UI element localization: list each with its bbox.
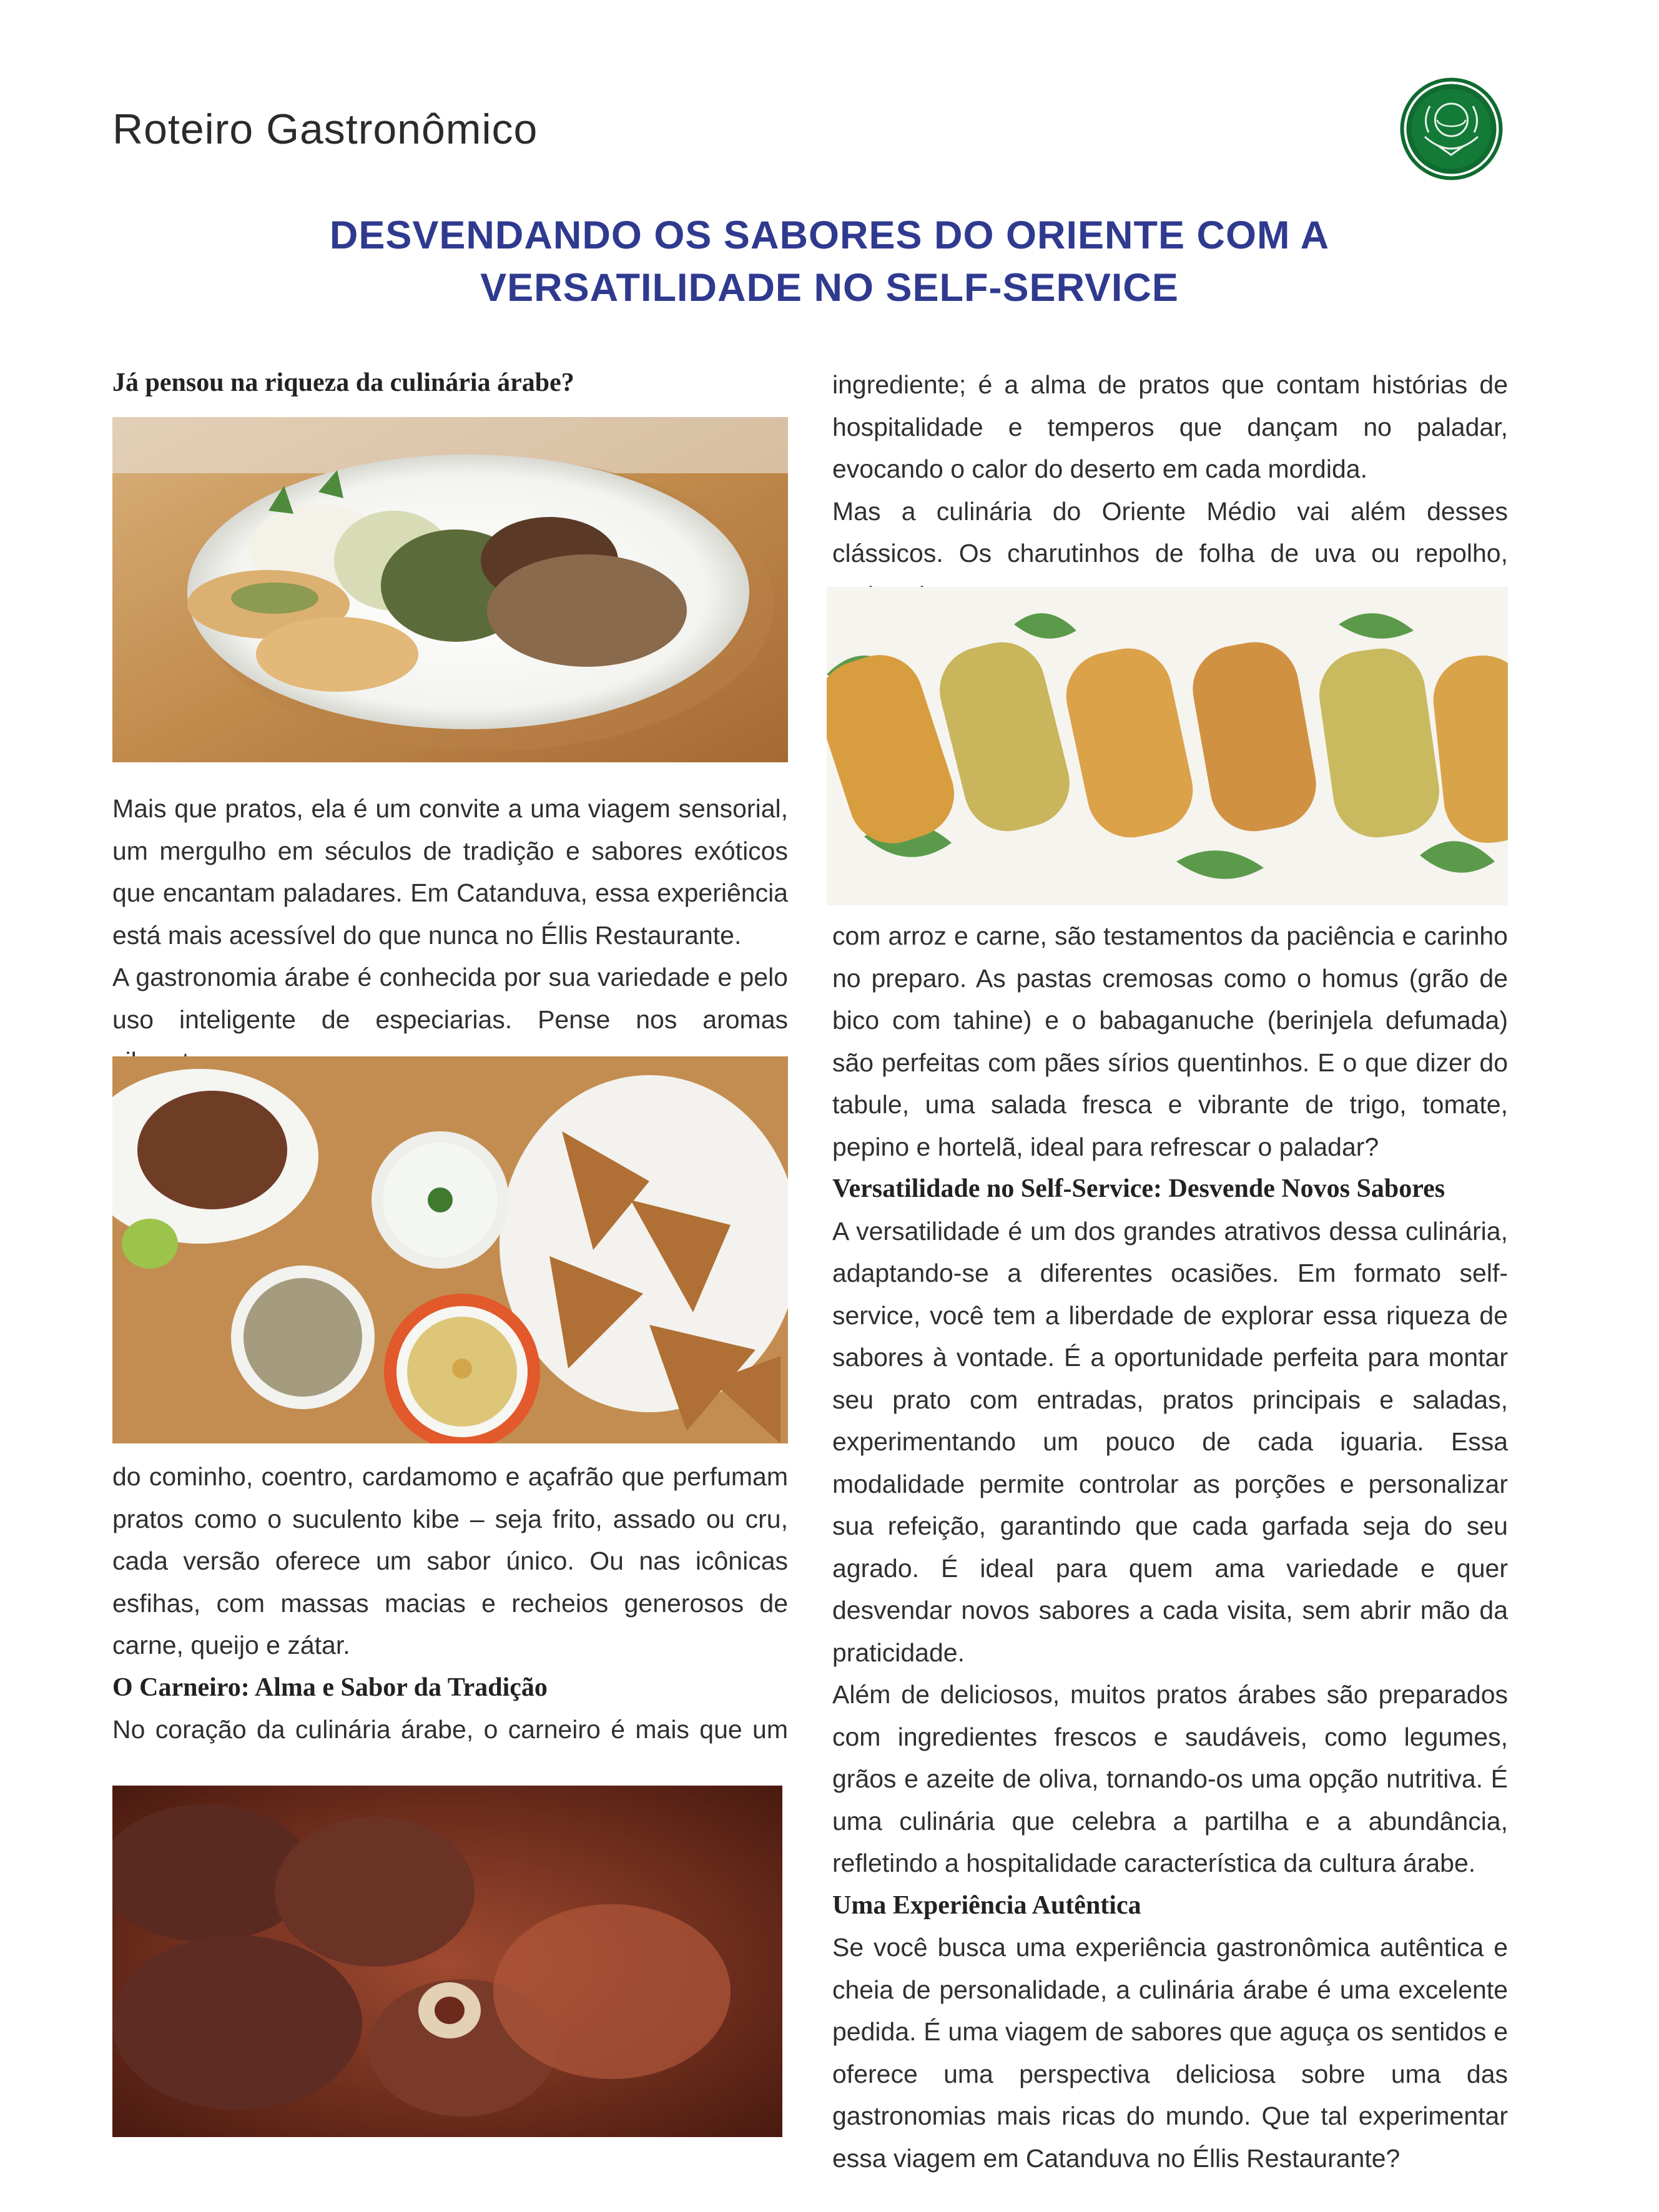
right-paragraph-3: com arroz e carne, são testamentos da paciência e carinho no preparo. As pastas cremosas como o homus (grão de bico com tahine) e o babaganuche (berinjela defumada) são perfeitas com pães sírios quentinhos. E o que dizer do tabule, uma salada fresca e vibrante de trigo, tomate, pepino e hortelã, ideal para refrescar o paladar?: [832, 922, 1508, 1161]
right-paragraph-5: Além de deliciosos, muitos pratos árabes são preparados com ingredientes frescos e saudáveis, como legumes, grãos e azeite de oliva, tornando-os uma opção nutritiva. É uma culinária que celebra a partilha e a abundância, refletindo a hospitalidade característica da cultura árabe.: [832, 1680, 1508, 1877]
article-headline: [187, 209, 1472, 314]
left-paragraph-1: Mais que pratos, ela é um convite a uma viagem sensorial, um mergulho em séculos de tradição e sabores exóticos que encantam paladares. Em Catanduva, essa experiência está mais acessível do que nunca no Éllis Restaurante.: [112, 794, 788, 950]
left-paragraph-2: A gastronomia árabe é conhecida por sua variedade e pelo uso inteligente de especiarias. Pense nos aromas: [112, 963, 788, 1034]
left-intro-heading-block: [112, 362, 788, 405]
right-paragraph-1: ingrediente; é a alma de pratos que contam histórias de hospitalidade e temperos que dançam no paladar, evocando o calor do deserto em cada mordida.: [832, 370, 1508, 483]
headline-line-2: VERSATILIDADE NO SELF-SERVICE: [480, 266, 1179, 310]
right-text-block-2: [832, 915, 1508, 2180]
versatilidade-heading: Versatilidade no Self-Service: Desvende Novos Sabores: [832, 1174, 1445, 1203]
experiencia-heading: Uma Experiência Autêntica: [832, 1890, 1141, 1920]
right-paragraph-6: Se você busca uma experiência gastronômica autêntica e cheia de personalidade, a culinária árabe é uma excelente pedida. É uma viagem de sabores que aguça os sentidos e oferece uma perspectiva deliciosa sobre uma das gastronomias mais ricas do mundo. Que tal experimentar essa viagem em Catanduva no Éllis Restaurante?: [832, 1933, 1508, 2173]
cabbage-rolls-photo: [827, 587, 1508, 905]
carneiro-heading: O Carneiro: Alma e Sabor da Tradição: [112, 1673, 548, 1702]
right-paragraph-2: Mas a culinária do Oriente Médio vai além desses clássicos. Os charutinhos de folha de uva ou repolho,: [832, 496, 1508, 568]
left-text-block-2: [112, 1456, 788, 1751]
plate-photo: [112, 417, 788, 762]
arab-league-emblem-icon: [1400, 77, 1503, 180]
left-paragraph-3: do cominho, coentro, cardamomo e açafrão que perfumam pratos como o suculento kibe – seja frito, assado ou cru, cada versão oferece um sabor único. Ou nas icônicas esfihas, com massas macias e recheios generosos de carne, queijo e zátar.: [112, 1462, 788, 1659]
mezze-photo: [112, 1056, 788, 1443]
section-title: Roteiro Gastronômico: [112, 106, 538, 153]
intro-heading: Já pensou na riqueza da culinária árabe?: [112, 368, 574, 397]
right-text-block-1: [832, 364, 1508, 617]
right-paragraph-4: A versatilidade é um dos grandes atrativos dessa culinária, adaptando-se a diferentes ocasiões. Em formato self-service, você tem a liberdade de explorar essa riqueza de sabores à vontade. É a oportunidade perfeita para montar seu prato com entradas, pratos principais e saladas, experimentando um pouco de cada iguaria. Essa modalidade permite controlar as porções e personalizar sua refeição, garantindo que cada garfada seja do seu agrado. É ideal para quem ama variedade e quer desvendar novos sabores a cada visita, sem abrir mão da praticidade.: [832, 1216, 1508, 1667]
lamb-photo: [112, 1786, 782, 2137]
left-text-block-1: [112, 788, 788, 1083]
headline-line-1: DESVENDANDO OS SABORES DO ORIENTE COM A: [329, 214, 1330, 257]
left-paragraph-4: No coração da culinária árabe, o carneiro é mais que um: [112, 1715, 788, 1744]
